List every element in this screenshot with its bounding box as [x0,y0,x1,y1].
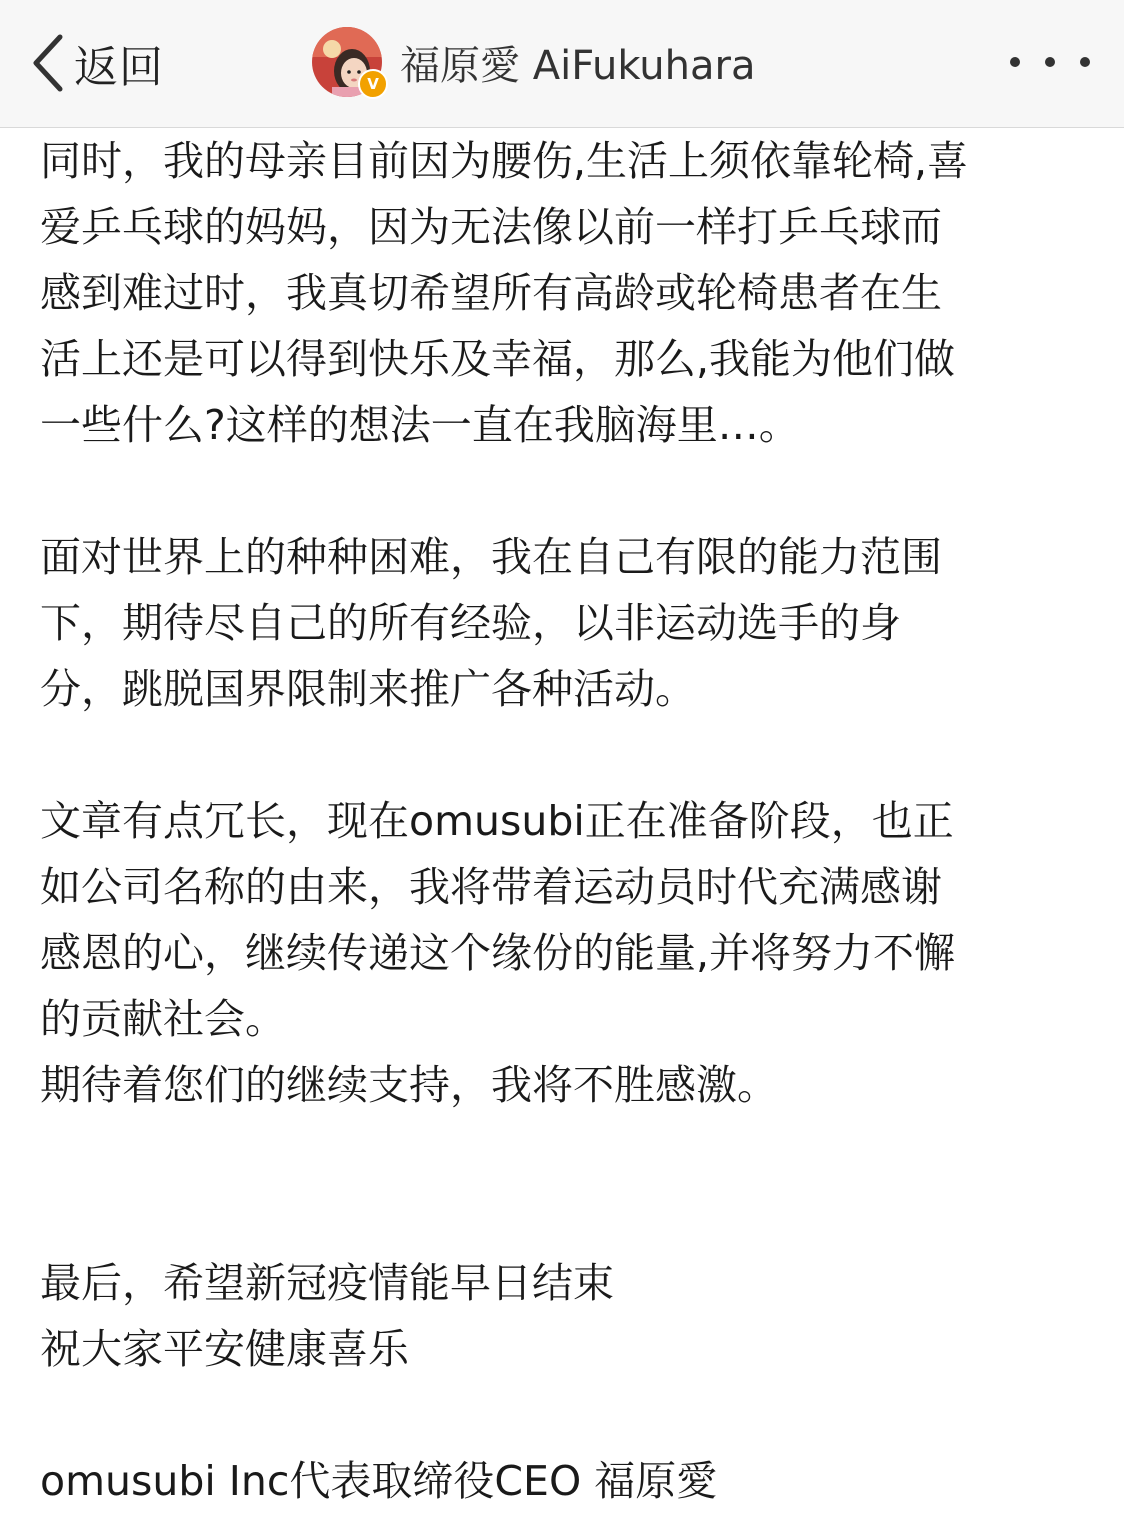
profile-name[interactable]: 福原愛 AiFukuhara [400,42,756,89]
paragraph-mother: 同时，我的母亲目前因为腰伤,生活上须依靠轮椅,喜 爱乒乓球的妈妈，因为无法像以前一样打乒乓球而 感到难过时，我真切希望所有高龄或轮椅患者在生 活上还是可以得到快乐及幸福，那么,我能为他们做 一些什么?这样的想法一直在我脑海里…。 [40,137,969,449]
back-label: 返回 [74,42,164,93]
paragraph-activities: 面对世界上的种种困难，我在自己有限的能力范围 下，期待尽自己的所有经验，以非运动选手的身 分，跳脱国界限制来推广各种活动。 [40,533,942,713]
paragraph-closing-wishes: 最后，希望新冠疫情能早日结束 祝大家平安健康喜乐 [40,1259,614,1373]
more-dots-icon[interactable] [1010,48,1090,76]
paragraph-omusubi: 文章有点冗长，现在omusubi正在准备阶段，也正 如公司名称的由来，我将带着运动员时代充满感谢 感恩的心，继续传递这个缘份的能量,并将努力不懈 的贡献社会。 期待着您们的继续支持，我将不胜感激。 [40,797,956,1109]
navigation-bar [0,0,1124,128]
verified-badge-icon: V [358,69,388,99]
article-body [40,128,1100,1514]
profile-header[interactable] [312,26,755,98]
signature-line: omusubi Inc代表取缔役CEO 福原愛 [40,1457,718,1505]
chevron-left-icon [30,33,66,93]
back-button[interactable] [30,30,164,96]
avatar[interactable] [312,27,382,97]
